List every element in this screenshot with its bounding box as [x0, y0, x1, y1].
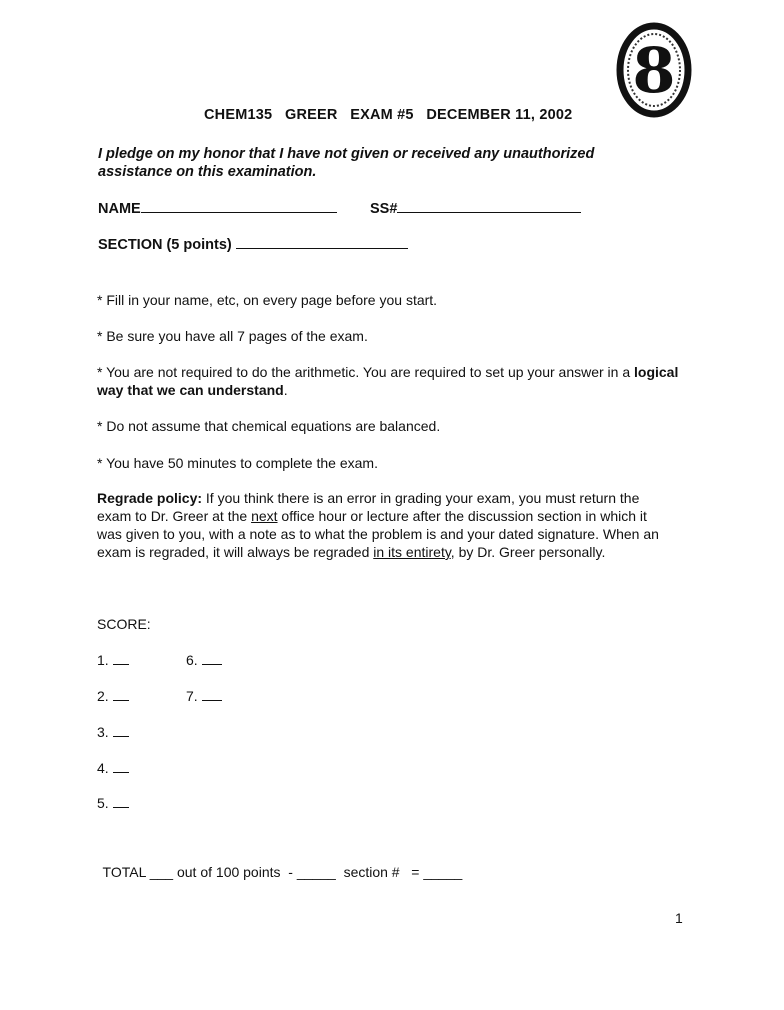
score-label: SCORE:: [97, 616, 151, 632]
arith-bold: logical way that we can understand: [97, 364, 679, 398]
total-blank[interactable]: ___: [149, 864, 174, 880]
arith-text: * You are not required to do the arithmetic. You are required to set up your answer in a: [97, 364, 635, 380]
regrade-entirety: in its entirety: [373, 544, 451, 560]
honor-pledge: I pledge on my honor that I have not given or received any unauthorized assistance on this examination.: [98, 146, 595, 180]
ss-field[interactable]: [370, 201, 581, 217]
instruction-balanced: * Do not assume that chemical equations are balanced.: [97, 418, 441, 434]
instruction-fill: * Fill in your name, etc, on every page before you start.: [97, 292, 438, 308]
score-item[interactable]: 6.: [186, 652, 222, 668]
score-item[interactable]: 1.: [97, 652, 129, 668]
total-out-of: out of 100 points -: [176, 864, 293, 880]
score-item[interactable]: 3.: [97, 724, 129, 740]
name-blank[interactable]: [141, 211, 337, 213]
stamp-grade-text: 8: [632, 34, 676, 107]
section-field[interactable]: [98, 237, 408, 253]
section-label: SECTION (5 points): [98, 237, 232, 253]
regrade-label: Regrade policy:: [97, 490, 203, 506]
ss-blank[interactable]: [397, 211, 581, 213]
name-field[interactable]: [98, 201, 337, 217]
ss-label: SS#: [370, 201, 398, 217]
final-blank[interactable]: _____: [423, 864, 463, 880]
score-item[interactable]: 7.: [186, 688, 222, 704]
arith-end: .: [283, 382, 288, 398]
section-blank[interactable]: [236, 247, 408, 249]
exam-header: CHEM135 GREER EXAM #5 DECEMBER 11, 2002: [204, 107, 573, 123]
instruction-pages: * Be sure you have all 7 pages of the exam.: [97, 328, 368, 344]
total-line: [95, 848, 462, 880]
total-section: section # =: [343, 864, 420, 880]
regrade-policy: [97, 489, 675, 561]
instruction-arithmetic: [97, 363, 687, 399]
regrade-text-2: office hour or lecture after the discussion section in which it was given to you, with a note as to what the problem is and your dated signature. When an exam is regraded, it will always be regraded: [97, 508, 659, 560]
score-item[interactable]: 5.: [97, 795, 129, 811]
score-item[interactable]: 4.: [97, 760, 129, 776]
deduction-blank[interactable]: _____: [296, 864, 336, 880]
regrade-next: next: [251, 508, 278, 524]
page-number: 1: [675, 910, 683, 926]
regrade-text-1: If you think there is an error in grading your exam, you must return the exam to Dr. Greer at the: [97, 490, 640, 524]
regrade-text-3: , by Dr. Greer personally.: [450, 544, 606, 560]
total-label: TOTAL: [102, 864, 146, 880]
instruction-time: * You have 50 minutes to complete the exam.: [97, 455, 378, 471]
grade-stamp-icon: [614, 20, 694, 120]
score-item[interactable]: 2.: [97, 688, 129, 704]
name-label: NAME: [98, 201, 141, 217]
